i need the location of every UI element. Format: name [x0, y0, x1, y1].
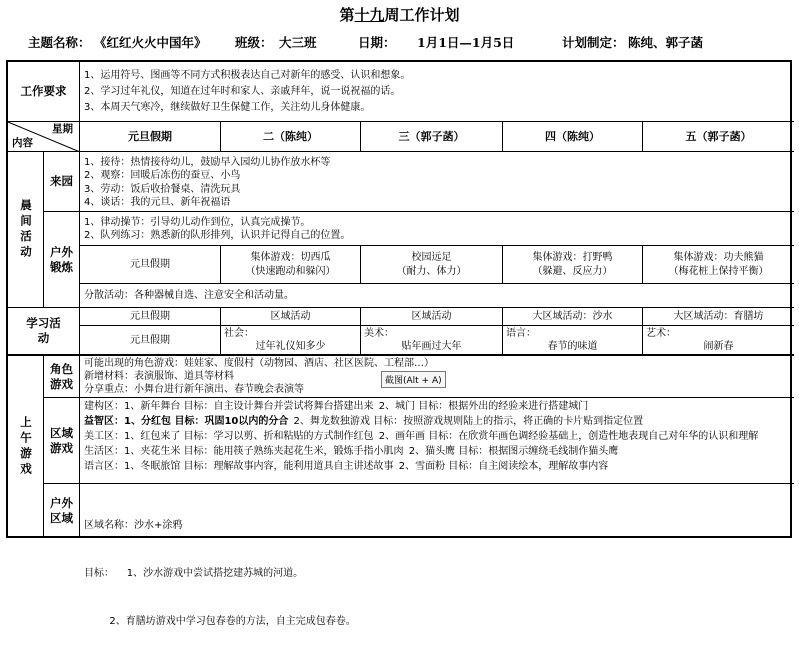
day-header-4: 四（陈纯） — [503, 122, 643, 152]
class-value: 大三班 — [279, 35, 317, 50]
outdoor-game-day4: 集体游戏：打野鸭 （躲避、反应力） — [503, 246, 643, 284]
work-requirements-content: 1、运用符号、图画等不同方式积极表达自己对新年的感受、认识和想象。 2、学习过年礼仪，知道在过年时和家人、亲戚拜年，说一说祝福的话。 3、本周天气寒冷，继续做好卫生保健工作，关注幼儿身体健康。 — [80, 62, 794, 122]
learning-r2-day3: 美术： 贴年画过大年 — [361, 326, 503, 356]
outdoor-exercise-label: 户外锻炼 — [44, 212, 80, 308]
date-label: 日期： — [358, 35, 396, 50]
learning-r1-day3: 区域活动 — [361, 308, 503, 326]
outdoor-game-day5: 集体游戏：功夫熊猫 （梅花桩上保持平衡） — [643, 246, 794, 284]
role-play-label: 角色游戏 — [44, 356, 80, 398]
learning-r1-day1: 元旦假期 — [80, 308, 221, 326]
theme-label: 主题名称： — [28, 35, 91, 50]
area-row-puzzle: 益智区：1、分红包 目标：巩固10以内的分合 2、舞龙数独游戏 目标：按照游戏规则陆上的指示，将正确的卡片贴到指定位置 — [84, 416, 644, 427]
class-label: 班级： — [235, 35, 273, 50]
area-row-art: 美工区：1、红包来了 目标：学习以剪、折和粘贴的方式制作红包 2、画年画 目标：在欣赏年画色调经验基础上，创造性地表现自己对年华的认识和理解 — [84, 431, 759, 442]
area-row-build: 建构区：1、新年舞台 目标：自主设计舞台并尝试将舞台搭建出来 2、城门 目标：根据外出的经验来进行搭建城门 — [84, 401, 589, 412]
area-row-language: 语言区：1、冬眠旅馆 目标：理解故事内容，能利用道具自主讲述故事 2、雪面粉 目标：自主阅读绘本，理解故事内容 — [84, 461, 609, 472]
outdoor-game-day2: 集体游戏：切西瓜 （快速跑动和躲闪） — [221, 246, 361, 284]
work-requirements-label: 工作要求 — [8, 62, 80, 122]
corner-weekday: 星期 — [52, 123, 73, 135]
planner-value: 陈纯、郭子菡 — [628, 35, 704, 50]
learning-r2-day5: 艺术： 闹新春 — [643, 326, 794, 356]
area-row-life: 生活区：1、夹花生米 目标：能用筷子熟练夹起花生米，锻炼手指小肌肉 2、猫头鹰 目标：根据图示缠绕毛线制作猫头鹰 — [84, 446, 619, 457]
arrival-label: 来园 — [44, 152, 80, 212]
day-header-3: 三（郭子菡） — [361, 122, 503, 152]
outdoor-area-label: 户外区域 — [44, 484, 80, 538]
page-title: 第十九周工作计划 — [339, 6, 460, 24]
date-value: 1月1日—1月5日 — [417, 35, 515, 50]
corner-content: 内容 — [12, 136, 33, 149]
arrival-content: 1、接待：热情接待幼儿，鼓励早入园幼儿协作放水杯等 2、观察：回暖后冻伤的蚕豆、小鸟 3、劳动：饭后收拾餐桌、清洗玩具 4、谈话：我的元旦、新年祝福语 — [80, 152, 794, 212]
planner-label: 计划制定： — [562, 35, 625, 50]
learning-r1-day4: 大区域活动：沙水 — [503, 308, 643, 326]
learning-activities-label: 学习活动 — [8, 308, 80, 356]
header-corner-cell — [8, 122, 80, 152]
learning-r2-day4: 语言： 春节的味道 — [503, 326, 643, 356]
screenshot-tooltip: 截图(Alt + A) — [381, 371, 446, 388]
learning-r1-day2: 区域活动 — [221, 308, 361, 326]
weekly-plan-table — [6, 60, 792, 627]
day-header-1: 元旦假期 — [80, 122, 221, 152]
area-game-content — [80, 398, 794, 484]
area-game-label: 区域游戏 — [44, 398, 80, 484]
outdoor-game-day3: 校园远足 （耐力、体力） — [361, 246, 503, 284]
role-play-content: 可能出现的角色游戏：娃娃家、度假村（动物园、酒店、社区医院、工程部…） 新增材料：表演服饰、道具等材料 分享重点：小舞台进行新年演出、春节晚会表演等 — [80, 356, 794, 398]
week-number: 十九 — [354, 6, 385, 24]
theme-value: 《红红火火中国年》 — [94, 35, 207, 50]
outdoor-game-day1: 元旦假期 — [80, 246, 221, 284]
day-header-5: 五（郭子菡） — [643, 122, 794, 152]
outdoor-exercise-content: 1、律动操节：引导幼儿动作到位，认真完成操节。 2、队列练习：熟悉新的队形排列，认识并记得自己的位置。 — [80, 212, 794, 246]
scatter-activity: 分散活动：各种器械自选、注意安全和活动量。 — [80, 284, 794, 308]
morning-activities-label: 晨间活动 — [8, 152, 44, 308]
day-header-2: 二（陈纯） — [221, 122, 361, 152]
learning-r2-day1: 元旦假期 — [80, 326, 221, 356]
learning-r2-day2: 社会： 过年礼仪知多少 — [221, 326, 361, 356]
games-label: 上午游戏 — [8, 356, 44, 538]
outdoor-area-content: 区域名称：沙水+涂鸦 目标： 1、沙水游戏中尝试搭挖建苏城的河道。 2、育膳坊游戏中学习包春卷的方法，自主完成包春卷。 — [84, 520, 356, 627]
learning-r1-day5: 大区域活动：育膳坊 — [643, 308, 794, 326]
plan-meta-row — [28, 33, 788, 53]
